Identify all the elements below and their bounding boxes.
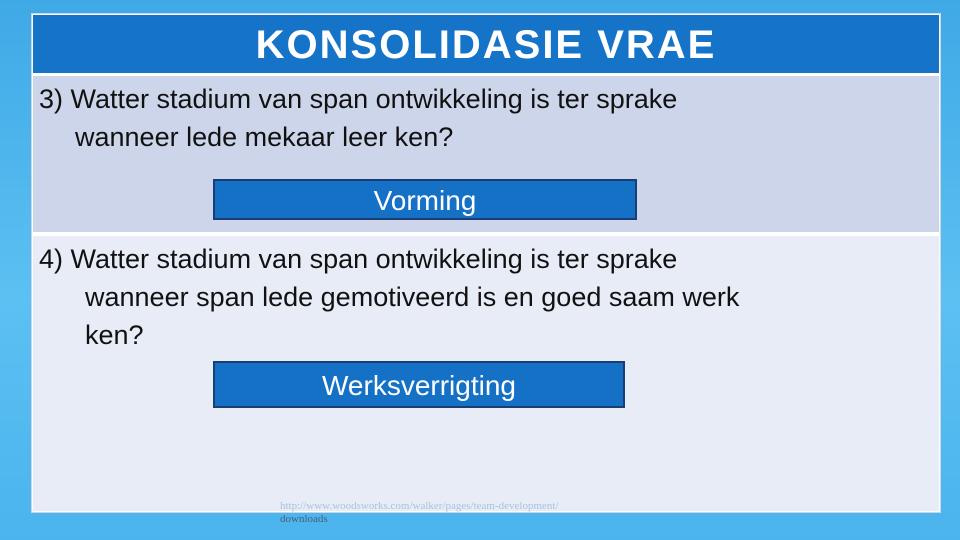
question-4-text-line-1: 4) Watter stadium van span ontwikkeling is ter sprake [39,244,678,274]
source-link[interactable] [280,500,640,526]
source-url-suffix[interactable]: downloads [280,513,328,525]
slide-title: KONSOLIDASIE VRAE [255,23,717,67]
question-3-text-line-1: 3) Watter stadium van span ontwikkeling is ter sprake [39,84,678,114]
question-4-text-line-2: wanneer span lede gemotiveerd is en goed saam werk [85,282,740,312]
answer-4-box[interactable]: Werksverrigting [213,361,625,408]
source-url[interactable]: http://www.woodsworks.com/walker/pages/team-development/ [280,500,559,512]
answer-3-box[interactable]: Vorming [213,179,637,220]
question-4-text-line-3: ken? [85,320,144,350]
question-3-text-line-2: wanneer lede mekaar leer ken? [75,122,454,152]
title-bar [33,15,939,75]
